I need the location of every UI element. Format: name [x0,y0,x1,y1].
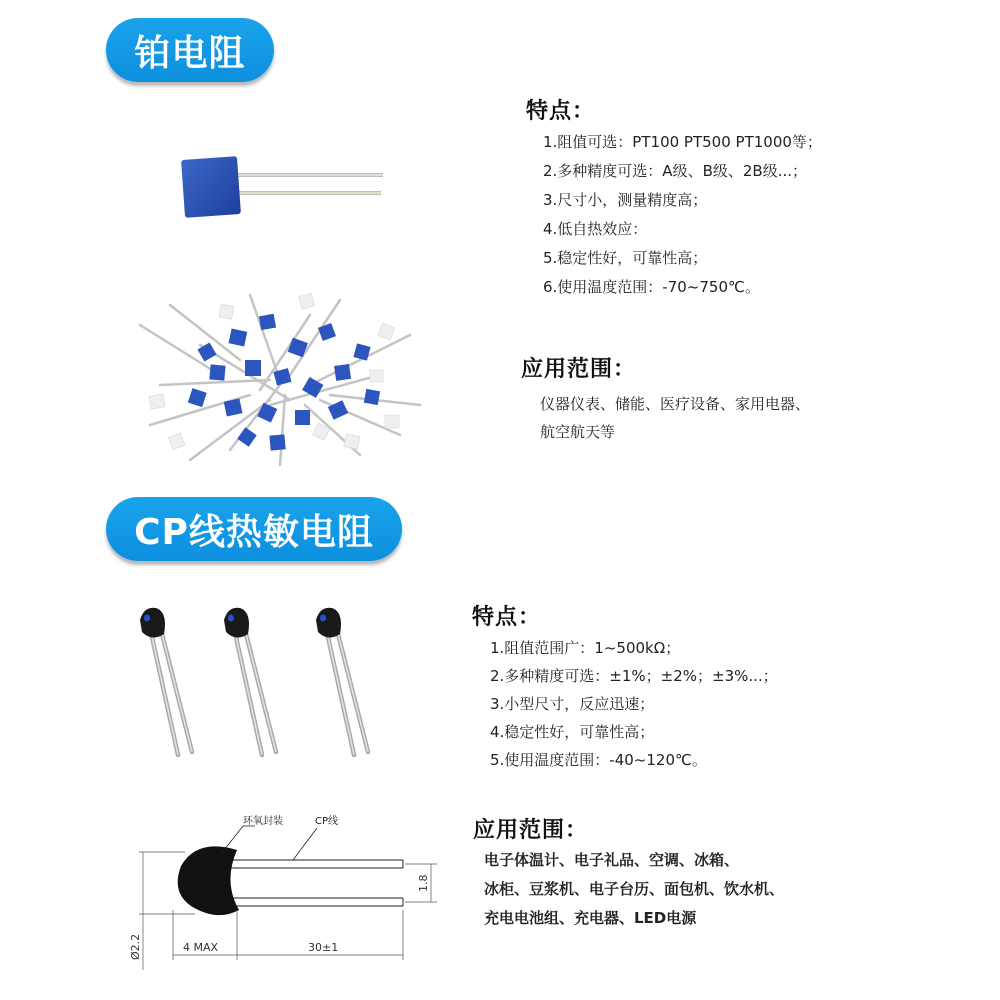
section-title: CP线热敏电阻 [134,511,374,553]
platinum-sensor-pile-image [130,285,430,470]
thermistor-dimension-diagram [125,810,455,975]
feature-item: 1.阻值范围广：1~500kΩ； [490,639,681,657]
features-heading-thermistor: 特点： [472,605,542,630]
thermistor-photo-image [130,600,390,770]
applications-text-thermistor [484,846,784,933]
feature-list-platinum [543,128,822,302]
application-line: 充电电池组、充电器、LED电源 [484,909,697,927]
feature-item: 4.稳定性好，可靠性高； [490,723,655,741]
diagram-label-wire: CP线 [315,816,339,827]
application-line: 冰柜、豆浆机、电子台历、面包机、饮水机、 [484,880,785,898]
feature-item: 5.稳定性好，可靠性高； [543,249,708,267]
feature-item: 6.使用温度范围：-70~750℃。 [543,278,760,296]
diagram-label-coating: 环氧封装 [243,816,283,827]
application-line: 电子体温计、电子礼品、空调、冰箱、 [484,851,740,869]
feature-item: 2.多种精度可选：A级、B级、2B级...； [543,162,808,180]
features-heading-platinum: 特点： [526,99,596,124]
platinum-sensor-image [175,150,395,230]
feature-list-thermistor [490,634,778,774]
applications-heading-thermistor: 应用范围： [473,818,589,843]
diagram-dim-body: 4 MAX [183,941,219,954]
feature-item: 4.低自热效应： [543,220,648,238]
application-line: 航空航天等 [540,423,616,441]
applications-heading-platinum: 应用范围： [521,357,637,382]
diagram-dim-lead: 30±1 [308,941,339,954]
diagram-dim-spacing: 1.8 [417,874,430,892]
feature-item: 3.小型尺寸，反应迅速； [490,695,655,713]
section-title: 铂电阻 [134,32,246,74]
feature-item: 2.多种精度可选：±1%；±2%；±3%...； [490,667,778,685]
applications-text-platinum [540,390,810,446]
feature-item: 1.阻值可选：PT100 PT500 PT1000等； [543,133,822,151]
diagram-dim-diameter: Ø2.2 [129,933,142,960]
application-line: 仪器仪表、储能、医疗设备、家用电器、 [540,395,811,413]
section-title-pill-thermistor [106,497,402,561]
section-title-pill-platinum [106,18,274,82]
feature-item: 5.使用温度范围：-40~120℃。 [490,751,707,769]
feature-item: 3.尺寸小，测量精度高； [543,191,708,209]
